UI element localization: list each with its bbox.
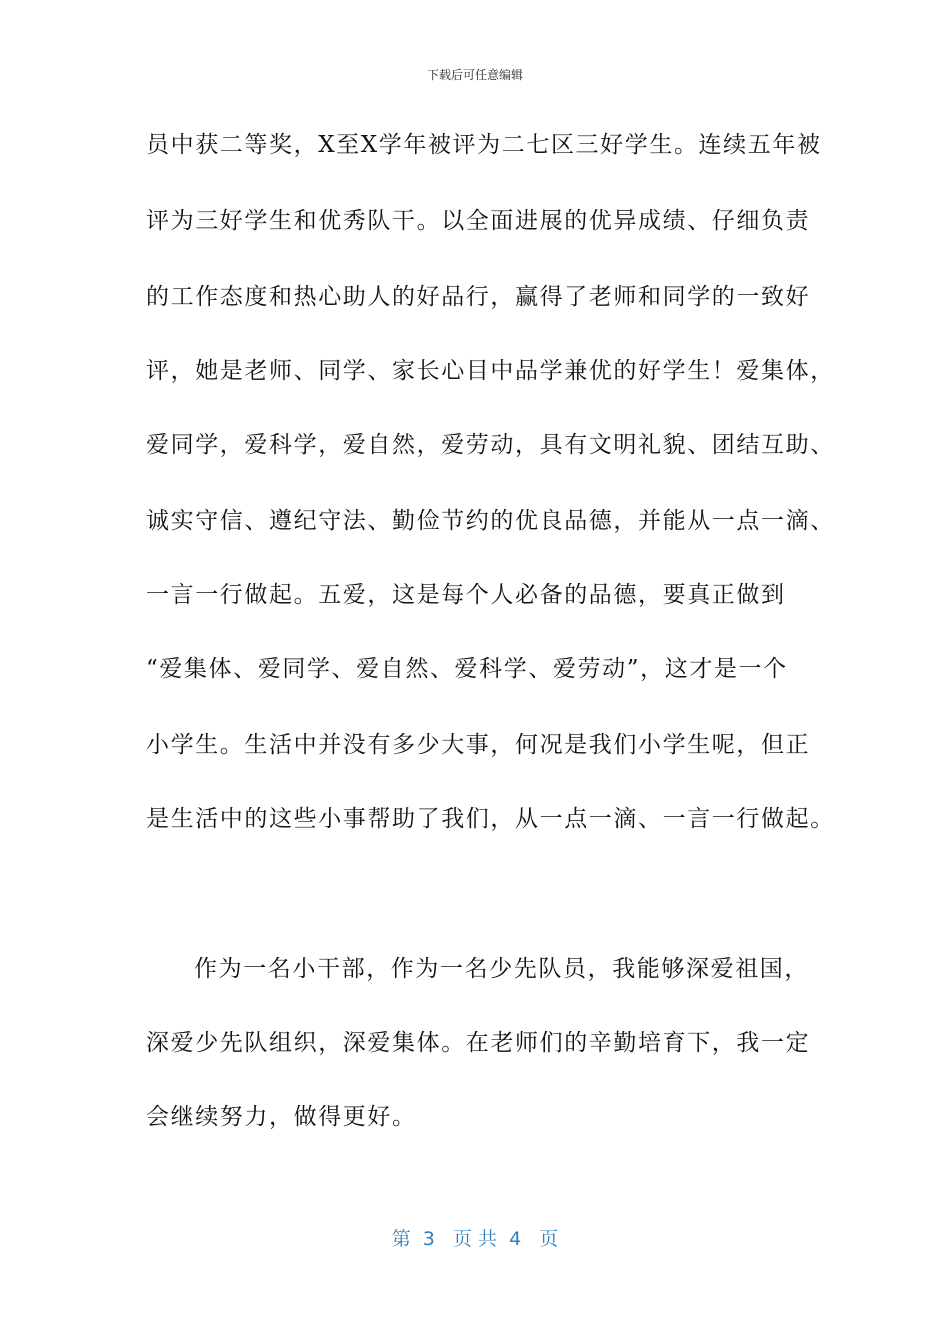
paragraph-1-line-4: 评，她是老师、同学、家长心目中品学兼优的好学生！爱集体， bbox=[146, 358, 835, 384]
paragraph-2-line-3: 会继续努力，做得更好。 bbox=[146, 1104, 417, 1130]
paragraph-1-line-7: 一言一行做起。五爱，这是每个人必备的品德，要真正做到 bbox=[146, 582, 786, 608]
paragraph-1-line-6: 诚实守信、遵纪守法、勤俭节约的优良品德，并能从一点一滴、 bbox=[146, 508, 835, 534]
paragraph-1-line-5: 爱同学，爱科学，爱自然，爱劳动，具有文明礼貌、团结互助、 bbox=[146, 432, 835, 458]
paragraph-1-line-9: 小学生。生活中并没有多少大事，何况是我们小学生呢，但正 bbox=[146, 732, 811, 758]
paragraph-2-line-2: 深爱少先队组织，深爱集体。在老师们的辛勤培育下，我一定 bbox=[146, 1030, 811, 1056]
paragraph-1-line-1: 员中获二等奖，X至X学年被评为二七区三好学生。连续五年被 bbox=[146, 132, 822, 158]
paragraph-1-line-2: 评为三好学生和优秀队干。以全面进展的优异成绩、仔细负责 bbox=[146, 208, 811, 234]
paragraph-2-line-1: 作为一名小干部，作为一名少先队员，我能够深爱祖国， bbox=[194, 956, 809, 982]
page-header: 下载后可任意编辑 bbox=[426, 68, 523, 82]
paragraph-1-line-10: 是生活中的这些小事帮助了我们，从一点一滴、一言一行做起。 bbox=[146, 806, 835, 832]
paragraph-1-line-8: “爱集体、爱同学、爱自然、爱科学、爱劳动”，这才是一个 bbox=[146, 656, 788, 682]
paragraph-1-line-3: 的工作态度和热心助人的好品行，赢得了老师和同学的一致好 bbox=[146, 284, 811, 310]
page-number-footer: 第 3 页 共 4 页 bbox=[391, 1228, 559, 1250]
